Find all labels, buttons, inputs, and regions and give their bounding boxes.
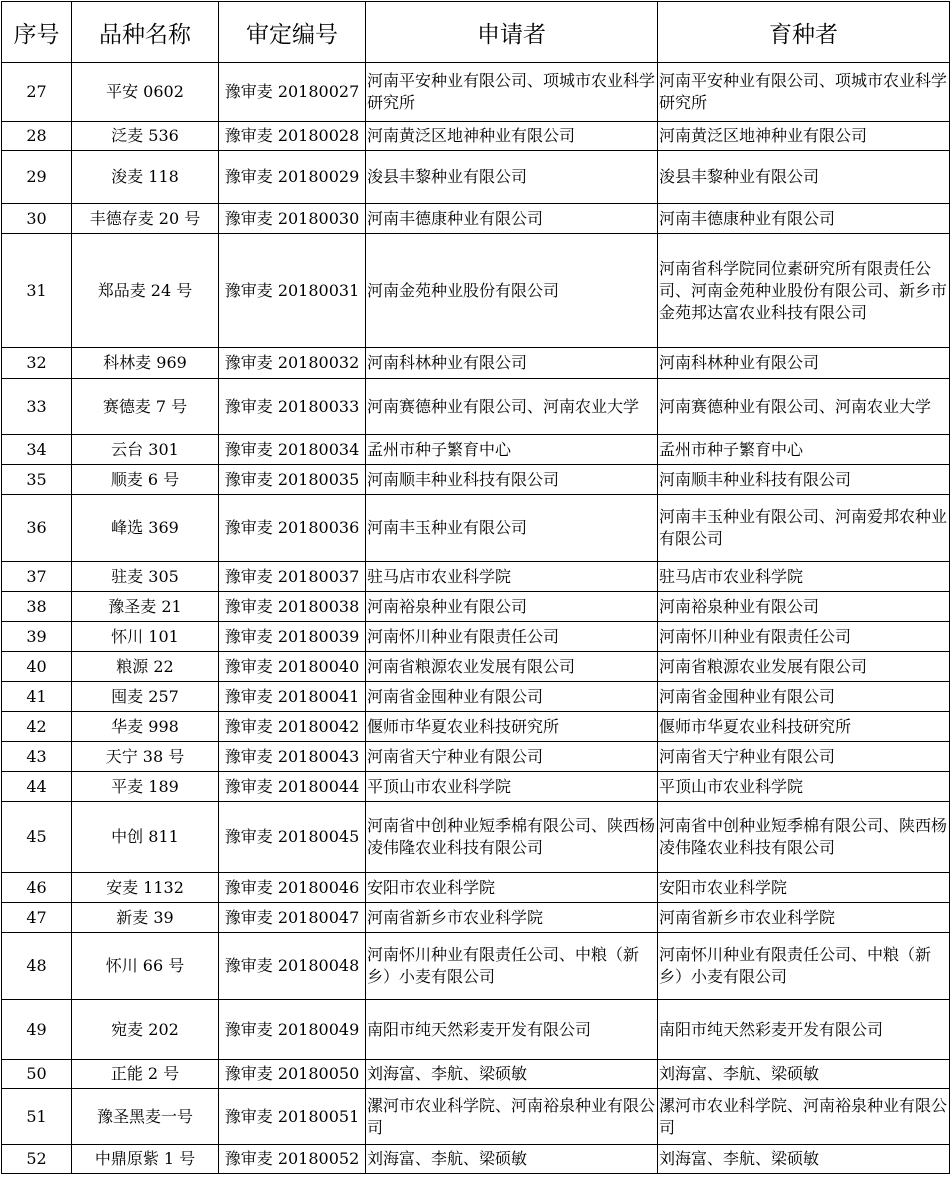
cell-no: 31 — [2, 234, 72, 348]
cell-variety-name: 平麦 189 — [72, 772, 219, 802]
table-row — [2, 348, 950, 379]
cell-applicant: 偃师市华夏农业科技研究所 — [366, 712, 658, 742]
table-row — [2, 933, 950, 1000]
cell-variety-name: 豫圣黑麦一号 — [72, 1089, 219, 1145]
cell-variety-name: 浚麦 118 — [72, 151, 219, 204]
cell-approval-number: 豫审麦 20180027 — [219, 63, 366, 122]
cell-no: 45 — [2, 802, 72, 873]
cell-no: 49 — [2, 1000, 72, 1060]
cell-approval-number: 豫审麦 20180046 — [219, 873, 366, 903]
cell-approval-number: 豫审麦 20180036 — [219, 495, 366, 562]
cell-applicant: 河南怀川种业有限责任公司 — [366, 622, 658, 652]
cell-variety-name: 正能 2 号 — [72, 1060, 219, 1089]
cell-breeder: 河南省中创种业短季棉有限公司、陕西杨凌伟隆农业科技有限公司 — [658, 802, 950, 873]
cell-no: 38 — [2, 592, 72, 622]
cell-no: 47 — [2, 903, 72, 933]
table-row — [2, 204, 950, 234]
cell-variety-name: 囤麦 257 — [72, 682, 219, 712]
cell-variety-name: 云台 301 — [72, 435, 219, 465]
cell-no: 50 — [2, 1060, 72, 1089]
cell-breeder: 浚县丰黎种业有限公司 — [658, 151, 950, 204]
table-row — [2, 379, 950, 435]
cell-breeder: 河南省新乡市农业科学院 — [658, 903, 950, 933]
cell-applicant: 南阳市纯天然彩麦开发有限公司 — [366, 1000, 658, 1060]
header-approval-number: 审定编号 — [219, 2, 366, 63]
cell-approval-number: 豫审麦 20180029 — [219, 151, 366, 204]
cell-applicant: 河南省天宁种业有限公司 — [366, 742, 658, 772]
table-row — [2, 1000, 950, 1060]
cell-applicant: 河南丰德康种业有限公司 — [366, 204, 658, 234]
table-row — [2, 903, 950, 933]
cell-applicant: 河南怀川种业有限责任公司、中粮（新乡）小麦有限公司 — [366, 933, 658, 1000]
cell-applicant: 安阳市农业科学院 — [366, 873, 658, 903]
cell-applicant: 河南丰玉种业有限公司 — [366, 495, 658, 562]
cell-approval-number: 豫审麦 20180049 — [219, 1000, 366, 1060]
cell-approval-number: 豫审麦 20180033 — [219, 379, 366, 435]
cell-applicant: 河南顺丰种业科技有限公司 — [366, 465, 658, 495]
cell-applicant: 河南省中创种业短季棉有限公司、陕西杨凌伟隆农业科技有限公司 — [366, 802, 658, 873]
cell-approval-number: 豫审麦 20180043 — [219, 742, 366, 772]
cell-approval-number: 豫审麦 20180028 — [219, 122, 366, 151]
cell-variety-name: 平安 0602 — [72, 63, 219, 122]
cell-no: 43 — [2, 742, 72, 772]
table-row — [2, 495, 950, 562]
table-row — [2, 873, 950, 903]
cell-variety-name: 怀川 66 号 — [72, 933, 219, 1000]
cell-no: 42 — [2, 712, 72, 742]
cell-breeder: 驻马店市农业科学院 — [658, 562, 950, 592]
cell-applicant: 河南省新乡市农业科学院 — [366, 903, 658, 933]
table-row — [2, 151, 950, 204]
cell-breeder: 平顶山市农业科学院 — [658, 772, 950, 802]
cell-no: 51 — [2, 1089, 72, 1145]
cell-breeder: 河南丰德康种业有限公司 — [658, 204, 950, 234]
table-row — [2, 435, 950, 465]
cell-no: 52 — [2, 1145, 72, 1174]
cell-no: 36 — [2, 495, 72, 562]
cell-no: 37 — [2, 562, 72, 592]
cell-breeder: 河南丰玉种业有限公司、河南爱邦农种业有限公司 — [658, 495, 950, 562]
cell-approval-number: 豫审麦 20180038 — [219, 592, 366, 622]
cell-no: 48 — [2, 933, 72, 1000]
cell-breeder: 刘海富、李航、梁硕敏 — [658, 1060, 950, 1089]
cell-breeder: 河南怀川种业有限责任公司 — [658, 622, 950, 652]
table-row — [2, 1089, 950, 1145]
cell-no: 27 — [2, 63, 72, 122]
table-row — [2, 682, 950, 712]
cell-applicant: 河南科林种业有限公司 — [366, 348, 658, 379]
header-no: 序号 — [2, 2, 72, 63]
cell-approval-number: 豫审麦 20180048 — [219, 933, 366, 1000]
cell-breeder: 漯河市农业科学院、河南裕泉种业有限公司 — [658, 1089, 950, 1145]
cell-variety-name: 赛德麦 7 号 — [72, 379, 219, 435]
cell-approval-number: 豫审麦 20180037 — [219, 562, 366, 592]
cell-variety-name: 中鼎原紫 1 号 — [72, 1145, 219, 1174]
cell-variety-name: 中创 811 — [72, 802, 219, 873]
cell-variety-name: 峰选 369 — [72, 495, 219, 562]
table-row — [2, 772, 950, 802]
cell-approval-number: 豫审麦 20180040 — [219, 652, 366, 682]
cell-variety-name: 宛麦 202 — [72, 1000, 219, 1060]
cell-breeder: 河南平安种业有限公司、项城市农业科学研究所 — [658, 63, 950, 122]
table-row — [2, 122, 950, 151]
cell-no: 39 — [2, 622, 72, 652]
cell-variety-name: 安麦 1132 — [72, 873, 219, 903]
table-row — [2, 592, 950, 622]
cell-no: 35 — [2, 465, 72, 495]
cell-approval-number: 豫审麦 20180045 — [219, 802, 366, 873]
cell-approval-number: 豫审麦 20180032 — [219, 348, 366, 379]
cell-breeder: 偃师市华夏农业科技研究所 — [658, 712, 950, 742]
cell-variety-name: 顺麦 6 号 — [72, 465, 219, 495]
table-row — [2, 622, 950, 652]
table-body — [2, 63, 950, 1174]
table-row — [2, 63, 950, 122]
cell-approval-number: 豫审麦 20180031 — [219, 234, 366, 348]
cell-breeder: 河南省天宁种业有限公司 — [658, 742, 950, 772]
cell-applicant: 河南裕泉种业有限公司 — [366, 592, 658, 622]
cell-breeder: 河南省金囤种业有限公司 — [658, 682, 950, 712]
cell-approval-number: 豫审麦 20180052 — [219, 1145, 366, 1174]
cell-approval-number: 豫审麦 20180044 — [219, 772, 366, 802]
cell-breeder: 河南赛德种业有限公司、河南农业大学 — [658, 379, 950, 435]
cell-variety-name: 驻麦 305 — [72, 562, 219, 592]
cell-applicant: 刘海富、李航、梁硕敏 — [366, 1060, 658, 1089]
cell-no: 30 — [2, 204, 72, 234]
cell-no: 41 — [2, 682, 72, 712]
cell-breeder: 孟州市种子繁育中心 — [658, 435, 950, 465]
cell-variety-name: 怀川 101 — [72, 622, 219, 652]
cell-applicant: 平顶山市农业科学院 — [366, 772, 658, 802]
cell-approval-number: 豫审麦 20180042 — [219, 712, 366, 742]
cell-approval-number: 豫审麦 20180041 — [219, 682, 366, 712]
cell-approval-number: 豫审麦 20180050 — [219, 1060, 366, 1089]
cell-approval-number: 豫审麦 20180035 — [219, 465, 366, 495]
cell-applicant: 河南平安种业有限公司、项城市农业科学研究所 — [366, 63, 658, 122]
cell-applicant: 驻马店市农业科学院 — [366, 562, 658, 592]
cell-breeder: 河南裕泉种业有限公司 — [658, 592, 950, 622]
cell-breeder: 刘海富、李航、梁硕敏 — [658, 1145, 950, 1174]
cell-applicant: 河南黄泛区地神种业有限公司 — [366, 122, 658, 151]
cell-no: 44 — [2, 772, 72, 802]
variety-table — [1, 1, 950, 1174]
cell-no: 46 — [2, 873, 72, 903]
cell-no: 34 — [2, 435, 72, 465]
header-row — [2, 2, 950, 63]
cell-breeder: 安阳市农业科学院 — [658, 873, 950, 903]
table-row — [2, 1145, 950, 1174]
cell-variety-name: 泛麦 536 — [72, 122, 219, 151]
cell-applicant: 河南省粮源农业发展有限公司 — [366, 652, 658, 682]
cell-applicant: 漯河市农业科学院、河南裕泉种业有限公司 — [366, 1089, 658, 1145]
cell-variety-name: 粮源 22 — [72, 652, 219, 682]
cell-no: 40 — [2, 652, 72, 682]
table-row — [2, 802, 950, 873]
cell-no: 32 — [2, 348, 72, 379]
cell-variety-name: 丰德存麦 20 号 — [72, 204, 219, 234]
cell-breeder: 河南顺丰种业科技有限公司 — [658, 465, 950, 495]
cell-variety-name: 天宁 38 号 — [72, 742, 219, 772]
cell-variety-name: 新麦 39 — [72, 903, 219, 933]
cell-breeder: 河南科林种业有限公司 — [658, 348, 950, 379]
cell-breeder: 南阳市纯天然彩麦开发有限公司 — [658, 1000, 950, 1060]
cell-variety-name: 华麦 998 — [72, 712, 219, 742]
table-row — [2, 234, 950, 348]
header-applicant: 申请者 — [366, 2, 658, 63]
cell-variety-name: 豫圣麦 21 — [72, 592, 219, 622]
cell-breeder: 河南黄泛区地神种业有限公司 — [658, 122, 950, 151]
cell-breeder: 河南怀川种业有限责任公司、中粮（新乡）小麦有限公司 — [658, 933, 950, 1000]
cell-applicant: 河南金苑种业股份有限公司 — [366, 234, 658, 348]
cell-no: 28 — [2, 122, 72, 151]
cell-approval-number: 豫审麦 20180039 — [219, 622, 366, 652]
cell-approval-number: 豫审麦 20180030 — [219, 204, 366, 234]
cell-applicant: 孟州市种子繁育中心 — [366, 435, 658, 465]
cell-applicant: 河南赛德种业有限公司、河南农业大学 — [366, 379, 658, 435]
cell-breeder: 河南省科学院同位素研究所有限责任公司、河南金苑种业股份有限公司、新乡市金苑邦达富农业科技有限公司 — [658, 234, 950, 348]
cell-variety-name: 郑品麦 24 号 — [72, 234, 219, 348]
cell-applicant: 浚县丰黎种业有限公司 — [366, 151, 658, 204]
header-variety-name: 品种名称 — [72, 2, 219, 63]
cell-breeder: 河南省粮源农业发展有限公司 — [658, 652, 950, 682]
cell-approval-number: 豫审麦 20180047 — [219, 903, 366, 933]
cell-applicant: 河南省金囤种业有限公司 — [366, 682, 658, 712]
cell-applicant: 刘海富、李航、梁硕敏 — [366, 1145, 658, 1174]
table-row — [2, 712, 950, 742]
cell-approval-number: 豫审麦 20180051 — [219, 1089, 366, 1145]
table-row — [2, 652, 950, 682]
table-row — [2, 1060, 950, 1089]
cell-no: 33 — [2, 379, 72, 435]
header-breeder: 育种者 — [658, 2, 950, 63]
cell-approval-number: 豫审麦 20180034 — [219, 435, 366, 465]
table-row — [2, 742, 950, 772]
cell-no: 29 — [2, 151, 72, 204]
cell-variety-name: 科林麦 969 — [72, 348, 219, 379]
table-row — [2, 562, 950, 592]
table-row — [2, 465, 950, 495]
